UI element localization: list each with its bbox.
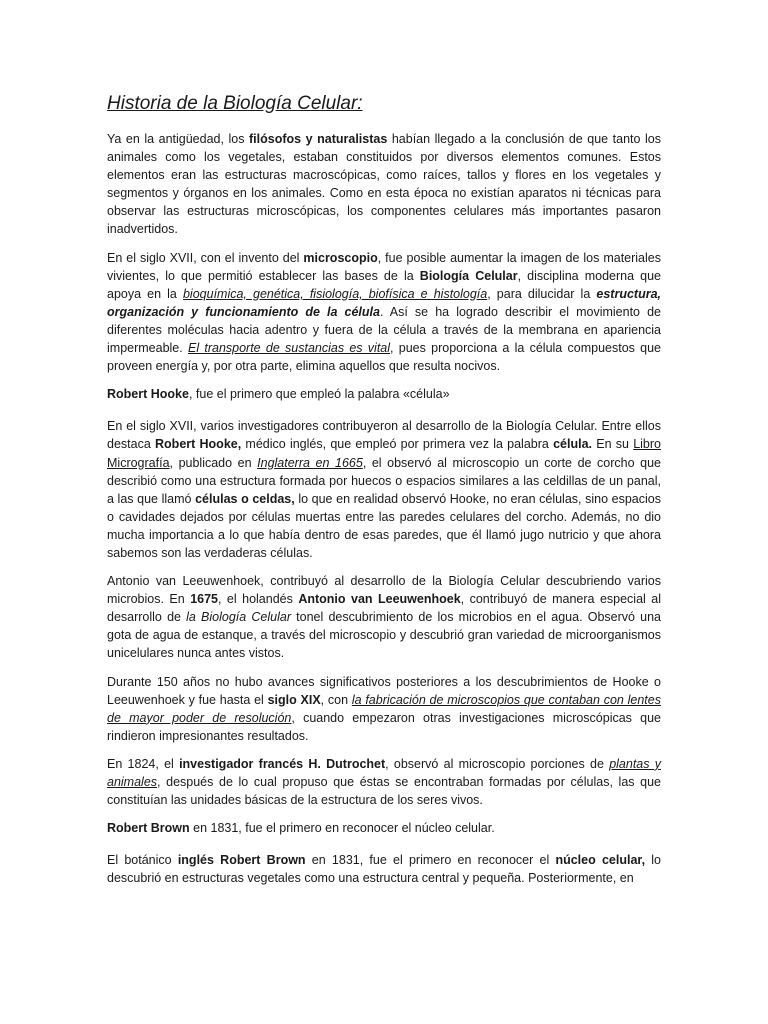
bold-text: Robert Hooke,	[155, 437, 242, 452]
bold-text: célula.	[553, 437, 593, 452]
bold-text: Robert Brown	[107, 821, 190, 836]
text: , el observó al microscopio un corte de corcho que describió como una estructura formada por huecos o espacios similares a las celdillas de un panal, a las que llamó	[107, 455, 662, 506]
bold-text: 1675	[190, 592, 218, 607]
paragraph-antiquity	[107, 130, 661, 239]
page-title: Historia de la Biología Celular:	[107, 93, 363, 114]
italic-text: la Biología Celular	[186, 610, 291, 625]
paragraph-brown	[107, 851, 661, 887]
text: , después de lo cual propuso que éstas se encontraban formadas por células, las que constituían las unidades básicas de la estructura de los seres vivos.	[107, 775, 661, 808]
text: , con	[320, 692, 352, 707]
text: en 1831, fue el primero en reconocer el	[305, 853, 556, 868]
link-microscopes[interactable]: la fabricación de microscopios que contaban con lentes de mayor poder de resolución	[107, 692, 661, 725]
text: En su	[592, 437, 634, 452]
text: médico inglés, que empleó por primera vez la palabra	[241, 437, 554, 452]
text: En 1824, el	[107, 756, 180, 771]
text: En el siglo XVII, con el invento del	[107, 250, 304, 265]
bold-italic-text: estructura, organización y funcionamiento de la célula	[107, 286, 661, 319]
bold-text: células o celdas,	[195, 491, 295, 506]
paragraph-microscope	[107, 249, 661, 376]
text: El botánico	[107, 853, 178, 868]
text: , disciplina moderna que apoya en la	[107, 268, 662, 301]
text: , para dilucidar la	[487, 286, 597, 301]
text: En el siglo XVII, varios investigadores contribuyeron al desarrollo de la Biología Celular. Entre ellos destaca	[107, 419, 661, 452]
text: tonel descubrimiento de los microbios en el agua. Observó una gota de agua de estanque, a través del microscopio y descubrió gran variedad de microorganismos unicelulares nunca antes vistos.	[107, 610, 661, 661]
text: , cuando empezaron otras investigaciones microscópicas que rindieron impresionantes resultados.	[107, 710, 662, 743]
paragraph-19th-century	[107, 673, 661, 745]
link-inglaterra[interactable]: Inglaterra en 1665	[257, 455, 363, 470]
text: , el holandés	[218, 592, 299, 607]
bold-text: inglés Robert Brown	[177, 853, 306, 868]
text: , publicado en	[169, 455, 258, 470]
text: habían llegado a la conclusión de que tanto los animales como los vegetales, estaban constituidos por diversos elementos comunes. Estos elementos eran las estructuras macroscópicas, como raíces, tallos y flores en los vegetales y segmentos y órganos en los animales. Como en esta época no existían aparatos ni técnicas para observar las estructuras microscópicas, los componentes celulares más importantes pasaron inadvertidos.	[107, 132, 661, 237]
text: , contribuyó de manera especial al desarrollo de	[107, 592, 662, 625]
bold-text: núcleo celular,	[555, 853, 646, 868]
text: lo descubrió en estructuras vegetales como una estructura central y pequeña. Posteriormente, en	[107, 853, 661, 886]
text: , fue el primero que empleó la palabra «célula»	[188, 387, 450, 402]
text: lo que en realidad observó Hooke, no eran células, sino espacios o cavidades dejados por células muertas entre las paredes celulares del corcho. Además, no dio mucha importancia a lo que había dentro de esas paredes, que él llamó jugo nutricio y que ahora sabemos son las verdaderas células.	[107, 491, 661, 560]
text: , pues proporciona a la célula compuestos que proveen energía y, por otra parte, elimina aquellos que resulta nocivos.	[107, 341, 662, 374]
text: , observó al microscopio porciones de	[385, 756, 610, 771]
text: Durante 150 años no hubo avances significativos posteriores a los descubrimientos de Hooke o Leeuwenhoek y fue hasta el	[107, 674, 661, 707]
text: Ya en la antigüedad, los	[107, 132, 250, 146]
bold-text: siglo XIX	[267, 692, 321, 707]
link-plants-animals[interactable]: plantas y animales	[107, 756, 662, 789]
bold-text: investigador francés H. Dutrochet	[179, 756, 386, 771]
link-transport[interactable]: El transporte de sustancias es vital	[187, 341, 391, 356]
link-micrografia[interactable]: Libro Micrografía	[107, 437, 661, 470]
text: en 1831, fue el primero en reconocer el núcleo celular.	[189, 821, 495, 836]
link-disciplines[interactable]: bioquímica, genética, fisiología, biofísica e histología	[182, 286, 488, 301]
bold-text: Antonio van Leeuwenhoek	[298, 592, 461, 607]
text: Antonio van Leeuwenhoek, contribuyó al desarrollo de la Biología Celular descubriendo varios microbios. En	[107, 574, 661, 607]
paragraph-dutrochet	[107, 755, 661, 809]
paragraph-hooke	[107, 417, 661, 562]
bold-text: Robert Hooke	[107, 387, 189, 402]
bold-text: microscopio	[303, 250, 378, 265]
bold-text: Biología Celular	[419, 268, 518, 283]
text: , fue posible aumentar la imagen de los materiales vivientes, lo que permitió establecer las bases de la	[107, 250, 661, 283]
text: . Así se ha logrado describir el movimiento de diferentes moléculas hacia adentro y fuera de la célula a través de la membrana en apariencia impermeable.	[107, 304, 661, 356]
paragraph-leeuwenhoek	[107, 572, 661, 662]
paragraph-brown-heading	[107, 819, 661, 837]
document-page	[107, 92, 661, 897]
paragraph-hooke-heading	[107, 385, 661, 403]
bold-text: filósofos y naturalistas	[249, 132, 388, 146]
